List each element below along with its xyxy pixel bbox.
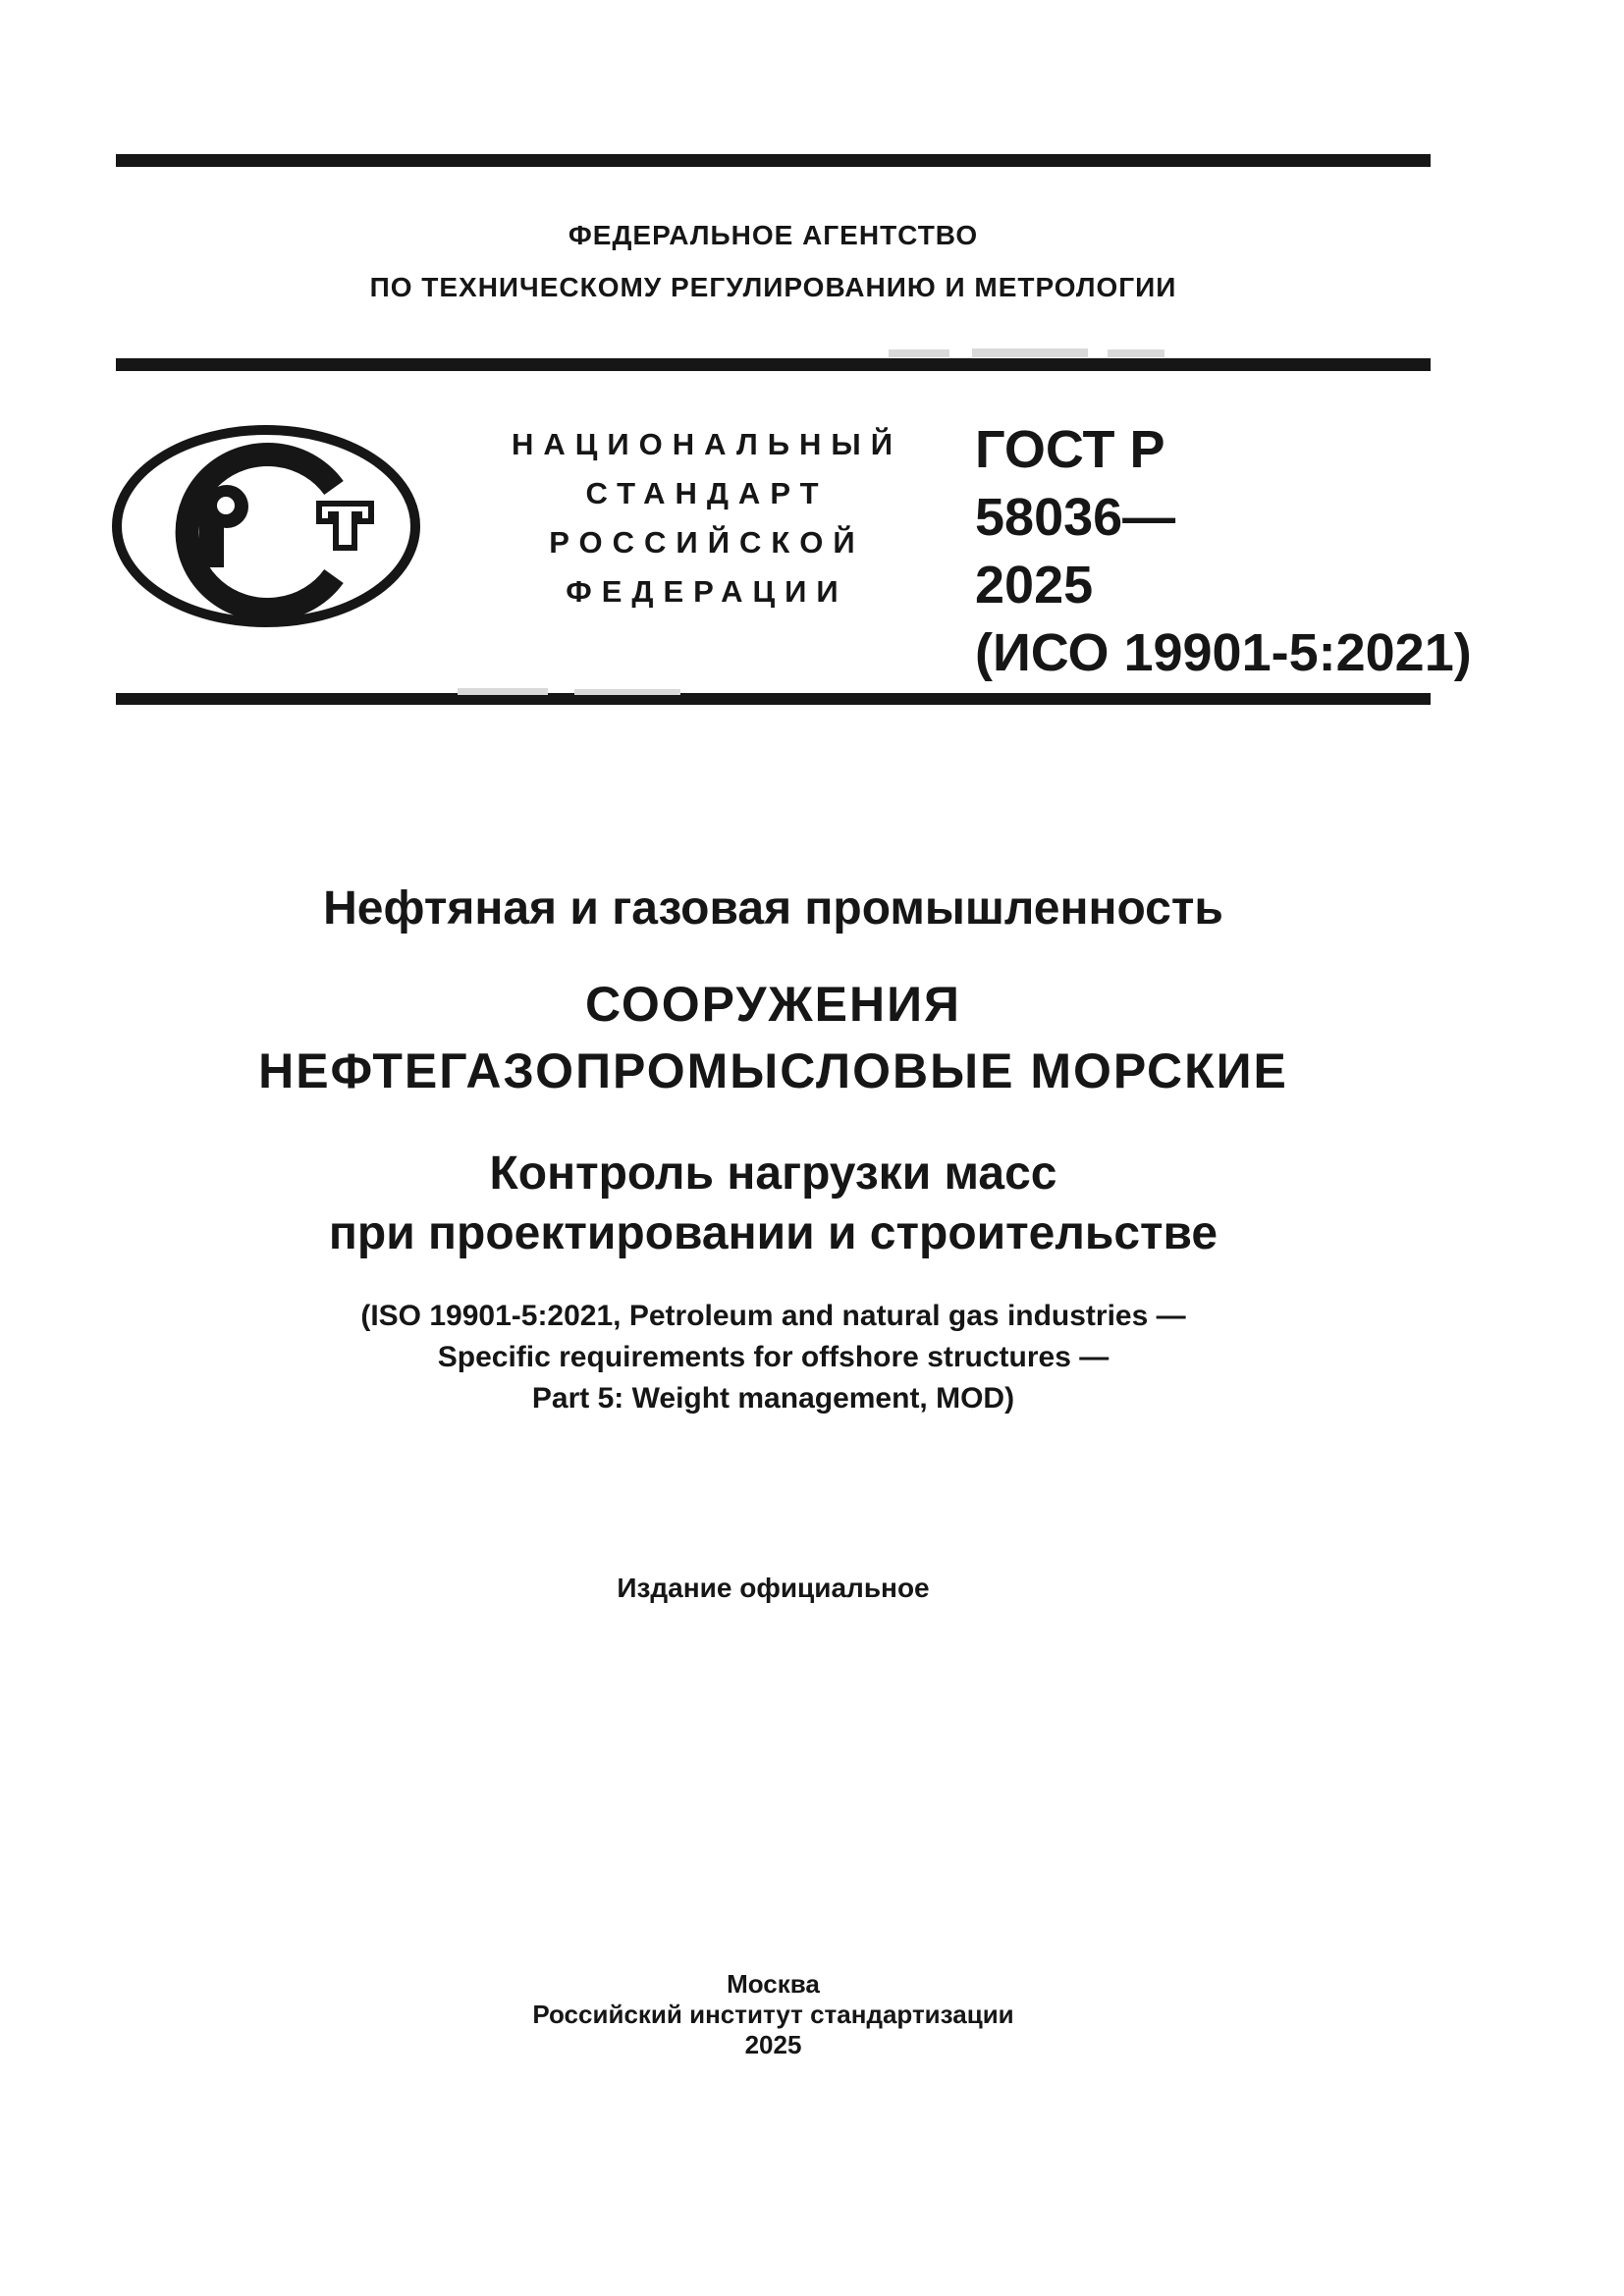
top-rule [116, 154, 1431, 167]
scan-artifact [574, 689, 680, 695]
title-main-line1: СООРУЖЕНИЯ [585, 977, 961, 1032]
standard-type-line: РОССИЙСКОЙ [549, 525, 865, 560]
imprint-city: Москва [727, 1969, 820, 1999]
scan-artifact [458, 688, 548, 695]
rst-logo-icon [112, 425, 423, 628]
imprint-publisher: Российский институт стандартизации [532, 2000, 1014, 2029]
imprint-block [116, 1969, 1431, 2060]
imprint-year: 2025 [744, 2030, 802, 2059]
agency-name-line1: ФЕДЕРАЛЬНОЕ АГЕНТСТВО [568, 220, 979, 250]
standard-type-line: НАЦИОНАЛЬНЫЙ [511, 427, 903, 461]
designation-line: 2025 [975, 556, 1094, 614]
iso-reference-line2: Specific requirements for offshore structures — [437, 1341, 1110, 1373]
title-subject: Нефтяная и газовая промышленность [323, 882, 1223, 934]
scan-artifact [972, 348, 1088, 357]
scan-artifact [889, 349, 949, 357]
title-subtitle-line2: при проектировании и строительстве [328, 1207, 1218, 1259]
title-main-line2: НЕФТЕГАЗОПРОМЫСЛОВЫЕ МОРСКИЕ [258, 1043, 1288, 1098]
iso-reference-line3: Part 5: Weight management, MOD) [531, 1382, 1015, 1415]
iso-reference-block [116, 1296, 1431, 1419]
agency-name-line2: ПО ТЕХНИЧЕСКОМУ РЕГУЛИРОВАНИЮ И МЕТРОЛОГИИ [369, 272, 1177, 302]
standard-designation [975, 416, 1472, 687]
edition-note: Издание официальное [617, 1573, 930, 1603]
scan-artifact [1108, 349, 1164, 357]
middle-rule [116, 358, 1431, 371]
designation-line: ГОСТ Р [975, 420, 1165, 479]
designation-line: 58036— [975, 488, 1176, 547]
standard-type-line: СТАНДАРТ [585, 476, 829, 510]
iso-reference-line1: (ISO 19901-5:2021, Petroleum and natural gas industries — [360, 1300, 1186, 1332]
title-subtitle-line1: Контроль нагрузки масс [489, 1148, 1057, 1200]
standard-type-line: ФЕДЕРАЦИИ [566, 574, 848, 609]
standard-type-block [442, 420, 972, 616]
banner-bottom-rule [116, 693, 1431, 705]
designation-line: (ИСО 19901-5:2021) [975, 623, 1472, 682]
